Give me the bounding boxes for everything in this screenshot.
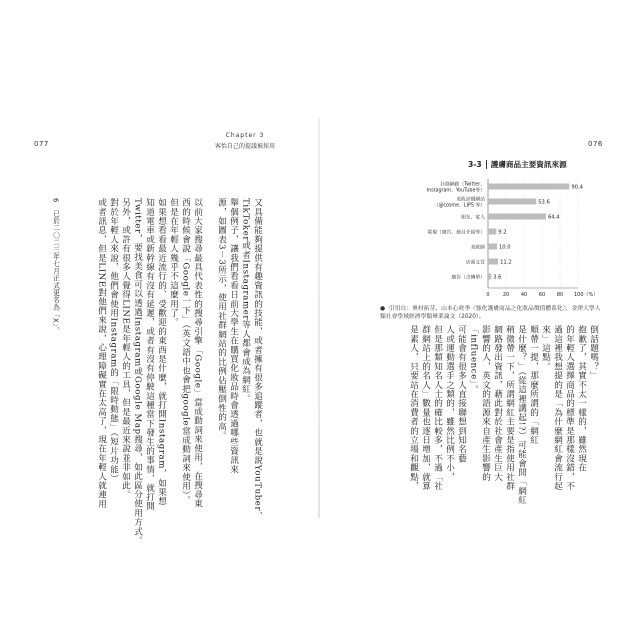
running-head: [190, 132, 300, 150]
body-text-column: 稍微帶一下，所謂網紅主要是指使用社群: [504, 325, 515, 491]
body-text-column: 但是在年輕人幾乎不這麼用了。: [168, 198, 179, 327]
running-head-title: 客怡自己的提議被採用: [214, 143, 275, 150]
chart-value-label: 11.2: [500, 259, 512, 266]
chart-title: [468, 157, 600, 171]
chart-tick-label: 60: [538, 292, 546, 298]
chart-title-separator: [486, 160, 487, 169]
body-text-column: 如果想看看最近流行的、受歡迎的東西是什麼，就打開Instagram，如果想: [156, 198, 167, 506]
chart-category-label: 店面文宣: [465, 260, 485, 266]
chart-value-label: 9.2: [498, 229, 507, 236]
chart-bar: [488, 229, 496, 235]
body-text-column: 群網站上的名人」數量也逐日增加，就算: [420, 325, 431, 491]
body-text-column: 的年輕人選擇商品的標準是那樣沒錯，不: [564, 325, 575, 491]
footnote: 6 已於二〇二三年七月正式更名為「X」。: [51, 198, 60, 335]
chart-tick-label: 40: [520, 292, 528, 298]
body-text-column: 過這裡我想提的是「為什麼網紅會流行起: [552, 325, 563, 491]
body-text-column: 抱歉了，其實不太一樣的，雖然現在: [576, 325, 587, 473]
chart-bar: [488, 199, 536, 205]
body-text-column: 「influence」。: [468, 325, 479, 394]
chart-bar: [488, 214, 546, 220]
body-text-column: 順帶一提，那麼所謂的「網紅: [528, 325, 539, 445]
body-text-column: 或者訊息，但是LINE對他們來說，心理障礙實在太高了，現在年輕人就連用: [96, 198, 107, 509]
chart-category-label: 社群網路（Twitter、: [440, 182, 485, 188]
citation-text: 引用自：奧村拓芽、山本心咲季〈強化護膚商品之化妝品價值體系化〉，金澤大學人類社會學域經濟學類畢業論文（2020）。: [380, 306, 601, 320]
chart-label: 3-3: [468, 159, 482, 169]
body-text-column: TikToker或者Instagramer等人都會成為網紅。: [240, 198, 251, 403]
body-text-column: 源，如圖表3－3所示，使用社群網站的比例佔壓倒性的高。: [216, 198, 227, 441]
chart-tick-label: 80: [556, 292, 564, 298]
chart-title-text: 護膚商品主要資訊來源: [490, 159, 567, 169]
body-text-column: 可能會有很多人直接聯想到知名藝: [456, 325, 467, 463]
body-text-column: 知道電車或新幹線有沒有延遲，或者有沒有停駛這種當下發生的事情，就打開: [144, 198, 155, 511]
chart-value-label: 10.0: [499, 244, 511, 251]
chart-bar: [488, 274, 491, 280]
right-page-number: 076: [588, 140, 603, 148]
chart-value-label: 53.6: [538, 199, 550, 206]
chart-figure: [378, 157, 600, 305]
chart-tick-label: 0: [486, 292, 490, 298]
left-page-number: 077: [34, 140, 49, 148]
body-text-column: 網路發出資訊，藉此對於社會產生巨大: [492, 325, 503, 482]
body-text-column: 西的時候會說「Google一下」（英文語中也會把google當成動詞來使用）。: [180, 198, 191, 505]
body-text-column: 人或運動選手之類的，雖然比例不小，: [444, 325, 455, 482]
body-text-column: Twitter，要找美食可以透過Instagram或Google Map搜尋，如此區分使用方式。: [132, 198, 143, 546]
body-text-column: 另外，或許有很多人覺得LINE是年輕人的工具，但是最近來說並非如此。: [120, 198, 131, 500]
chart-bar: [488, 259, 498, 265]
bar-chart: [378, 171, 600, 305]
citation-bullet-icon: ●: [380, 306, 386, 312]
chart-tick-label: 100（%）: [574, 292, 599, 298]
page-gutter: [318, 118, 320, 518]
body-text-column: 以前大家搜尋最具代表性的搜尋引擎「Google」當成動詞來使用，在搜尋東: [192, 198, 203, 509]
body-text-column: 對於年輕人來說，他們會使用Instagram的「限時動態」（短片功能）: [108, 198, 119, 484]
body-text-column: 影響的人，英文的語源來自產生影響的: [480, 325, 491, 482]
body-text-column: 但是那類知名人士的確比較多，不過「社: [432, 325, 443, 491]
chart-value-label: 3.6: [493, 274, 502, 281]
chart-value-label: 64.4: [547, 214, 560, 221]
running-head-chapter: Chapter 3: [225, 132, 265, 139]
body-text-column: 是素人，只要站在消費者的立場和觀點，: [408, 325, 419, 491]
body-text-column: 舉個例子，讓我們看看日前大學生在購買化妝品時會透過哪些資訊來: [228, 198, 239, 474]
chart-category-label: 電視（廣告、節目介紹等）: [427, 230, 485, 236]
chart-category-label: （@cosme、LIPS 等）: [433, 203, 485, 209]
chart-bar: [488, 244, 497, 250]
body-text-column: 來」這點。: [540, 325, 551, 371]
body-text-column: 又具備能夠提供有趣資訊的技能，或者擁有很多追蹤者，也就是說YouTuber、: [252, 198, 263, 521]
chart-category-label: Instagram、YouTube等）: [426, 188, 485, 194]
body-text-column: 是什麼？」（從這裡講起!?）可能會問「網紅: [516, 325, 527, 505]
chart-category-label: 朋友、家人: [461, 215, 485, 221]
chart-category-label: 美妝評價網站: [456, 197, 485, 203]
chart-tick-label: 20: [502, 292, 510, 298]
chart-value-label: 90.4: [571, 184, 583, 191]
chart-category-label: 美妝師: [470, 245, 485, 251]
chart-category-label: 廣告（含傳單）: [451, 275, 485, 281]
chart-citation: [380, 305, 602, 321]
body-text-column: 倒話題嗎？」: [588, 325, 599, 381]
chart-bar: [488, 184, 569, 190]
